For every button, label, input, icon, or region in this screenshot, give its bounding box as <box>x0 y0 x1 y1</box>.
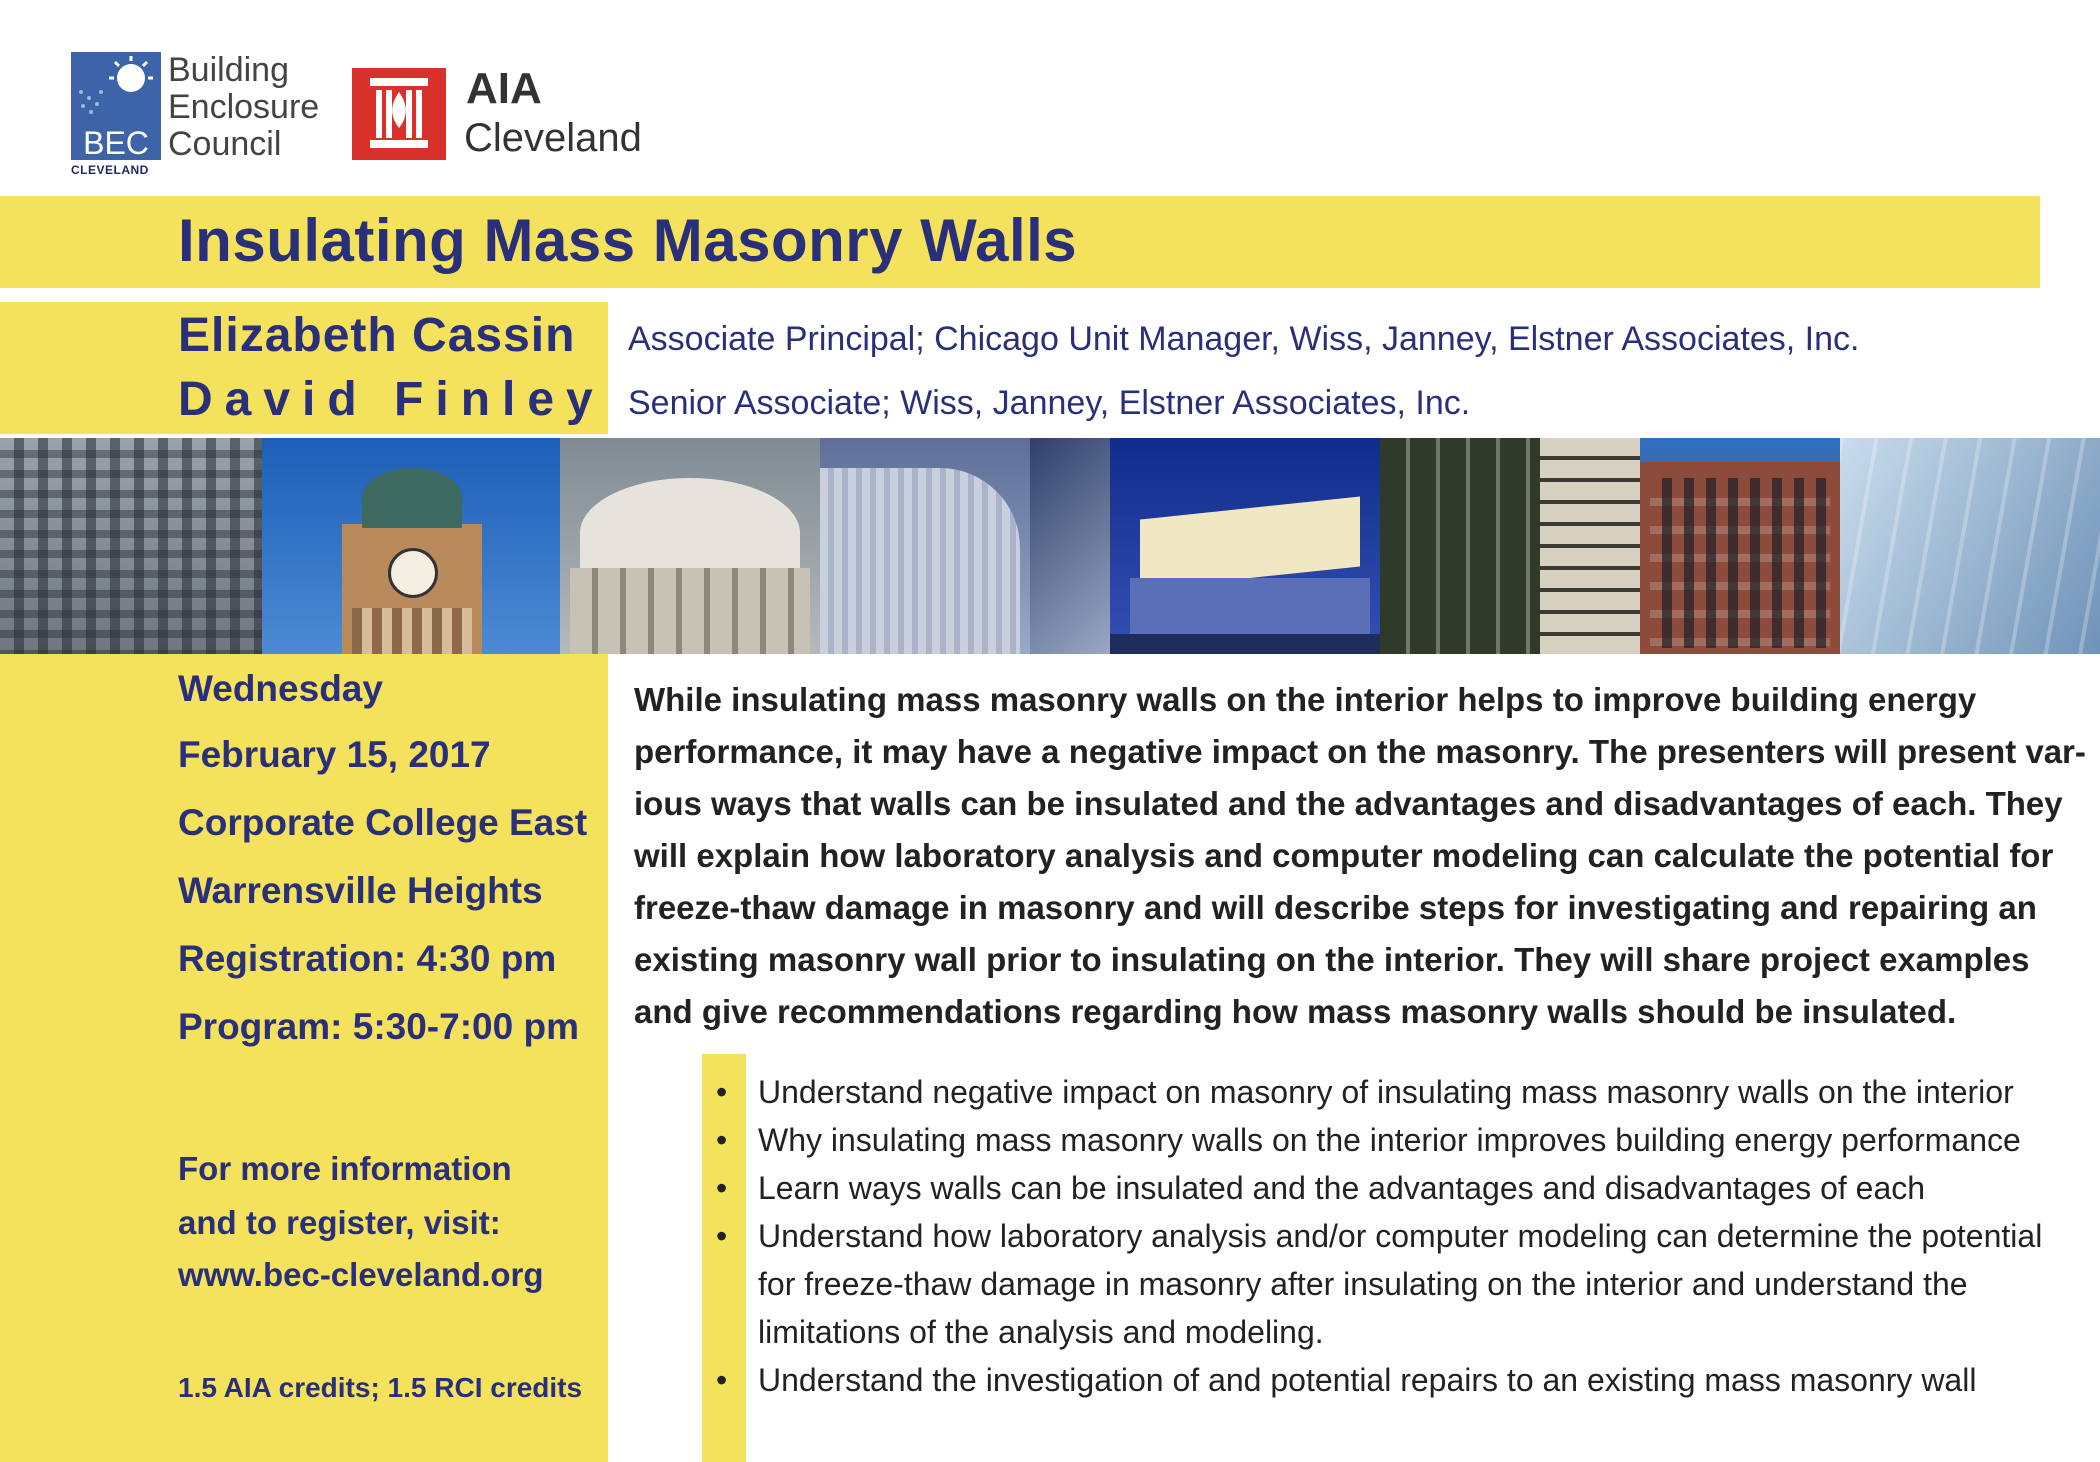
bullet-icon: • <box>716 1218 728 1254</box>
speaker-name: Elizabeth Cassin <box>178 309 576 362</box>
event-city: Warrensville Heights <box>178 870 543 911</box>
learning-objectives <box>714 1068 2054 1404</box>
bullet-icon: • <box>716 1362 728 1398</box>
page-title: Insulating Mass Masonry Walls <box>178 207 1078 274</box>
bec-name-line: Enclosure <box>168 88 320 126</box>
photo-modern-stone-building <box>1380 438 1640 654</box>
objective-item <box>714 1212 2054 1356</box>
credits-text: 1.5 AIA credits; 1.5 RCI credits <box>178 1372 583 1403</box>
program-description <box>634 674 2086 1038</box>
photo-clock-tower <box>262 438 560 654</box>
svg-text:BEC: BEC <box>83 125 149 160</box>
eagle-column-icon <box>352 68 446 160</box>
description-line: performance, it may have a negative impact on the masonry. The presenters will present var- <box>634 733 2086 770</box>
bec-logo-mark <box>71 52 161 160</box>
objective-text: Learn ways walls can be insulated and the advantages and disadvantages of each <box>758 1170 1926 1206</box>
event-venue: Corporate College East <box>178 802 588 843</box>
description-line: and give recommendations regarding how mass masonry walls should be insulated. <box>634 993 1957 1030</box>
objective-text: Understand how laboratory analysis and/or computer modeling can determine the potential <box>758 1218 2043 1254</box>
event-day: Wednesday <box>178 668 383 709</box>
description-line: While insulating mass masonry walls on the interior helps to improve building energy <box>634 681 1977 718</box>
register-link[interactable]: www.bec-cleveland.org <box>178 1256 544 1293</box>
aia-logo-mark <box>352 68 446 160</box>
description-line: will explain how laboratory analysis and computer modeling can calculate the potential for <box>634 837 2054 874</box>
event-program: Program: 5:30-7:00 pm <box>178 1006 579 1047</box>
objective-item <box>714 1356 2054 1404</box>
objective-text: for freeze-thaw damage in masonry after insulating on the interior and understand the <box>758 1266 1968 1302</box>
objective-item <box>714 1068 2054 1116</box>
description-line: existing masonry wall prior to insulating on the interior. They will share project examples <box>634 941 2030 978</box>
info-text: For more information <box>178 1150 512 1187</box>
objective-text: Understand the investigation of and potential repairs to an existing mass masonry wall <box>758 1362 1977 1398</box>
photo-brick-building <box>1640 438 1840 654</box>
objective-text: Why insulating mass masonry walls on the interior improves building energy performance <box>758 1122 2021 1158</box>
objective-item <box>714 1116 2054 1164</box>
bec-name <box>168 52 319 163</box>
objective-text: Understand negative impact on masonry of insulating mass masonry walls on the interior <box>758 1074 2014 1110</box>
photo-office-tower <box>0 438 262 654</box>
photo-glass-pavilion <box>1110 438 1380 654</box>
speaker-name: David Finley <box>178 373 605 426</box>
objective-item <box>714 1164 2054 1212</box>
bullet-icon: • <box>716 1074 728 1110</box>
objective-text: limitations of the analysis and modeling. <box>758 1314 1324 1350</box>
aia-city: Cleveland <box>464 116 642 160</box>
photo-glass-curtain-wall <box>1840 438 2100 654</box>
info-text: and to register, visit: <box>178 1204 501 1241</box>
bec-name-line: Building <box>168 51 289 89</box>
speaker-role: Senior Associate; Wiss, Janney, Elstner Associates, Inc. <box>628 384 1471 422</box>
event-registration: Registration: 4:30 pm <box>178 938 557 979</box>
bec-name-line: Council <box>168 125 282 163</box>
bec-logo <box>71 52 161 160</box>
description-line: freeze-thaw damage in masonry and will describe steps for investigating and repairing an <box>634 889 2037 926</box>
bullet-icon: • <box>716 1122 728 1158</box>
photo-curved-metal-building <box>820 438 1110 654</box>
speaker-role: Associate Principal; Chicago Unit Manager, Wiss, Janney, Elstner Associates, Inc. <box>628 320 1860 358</box>
photo-domed-building <box>560 438 820 654</box>
bullet-icon: • <box>716 1170 728 1206</box>
event-date: February 15, 2017 <box>178 734 491 775</box>
description-line: ious ways that walls can be insulated and the advantages and disadvantages of each. They <box>634 785 2063 822</box>
aia-label: AIA <box>466 64 542 113</box>
bec-city: CLEVELAND <box>71 163 149 177</box>
building-photo-strip <box>0 438 2100 654</box>
